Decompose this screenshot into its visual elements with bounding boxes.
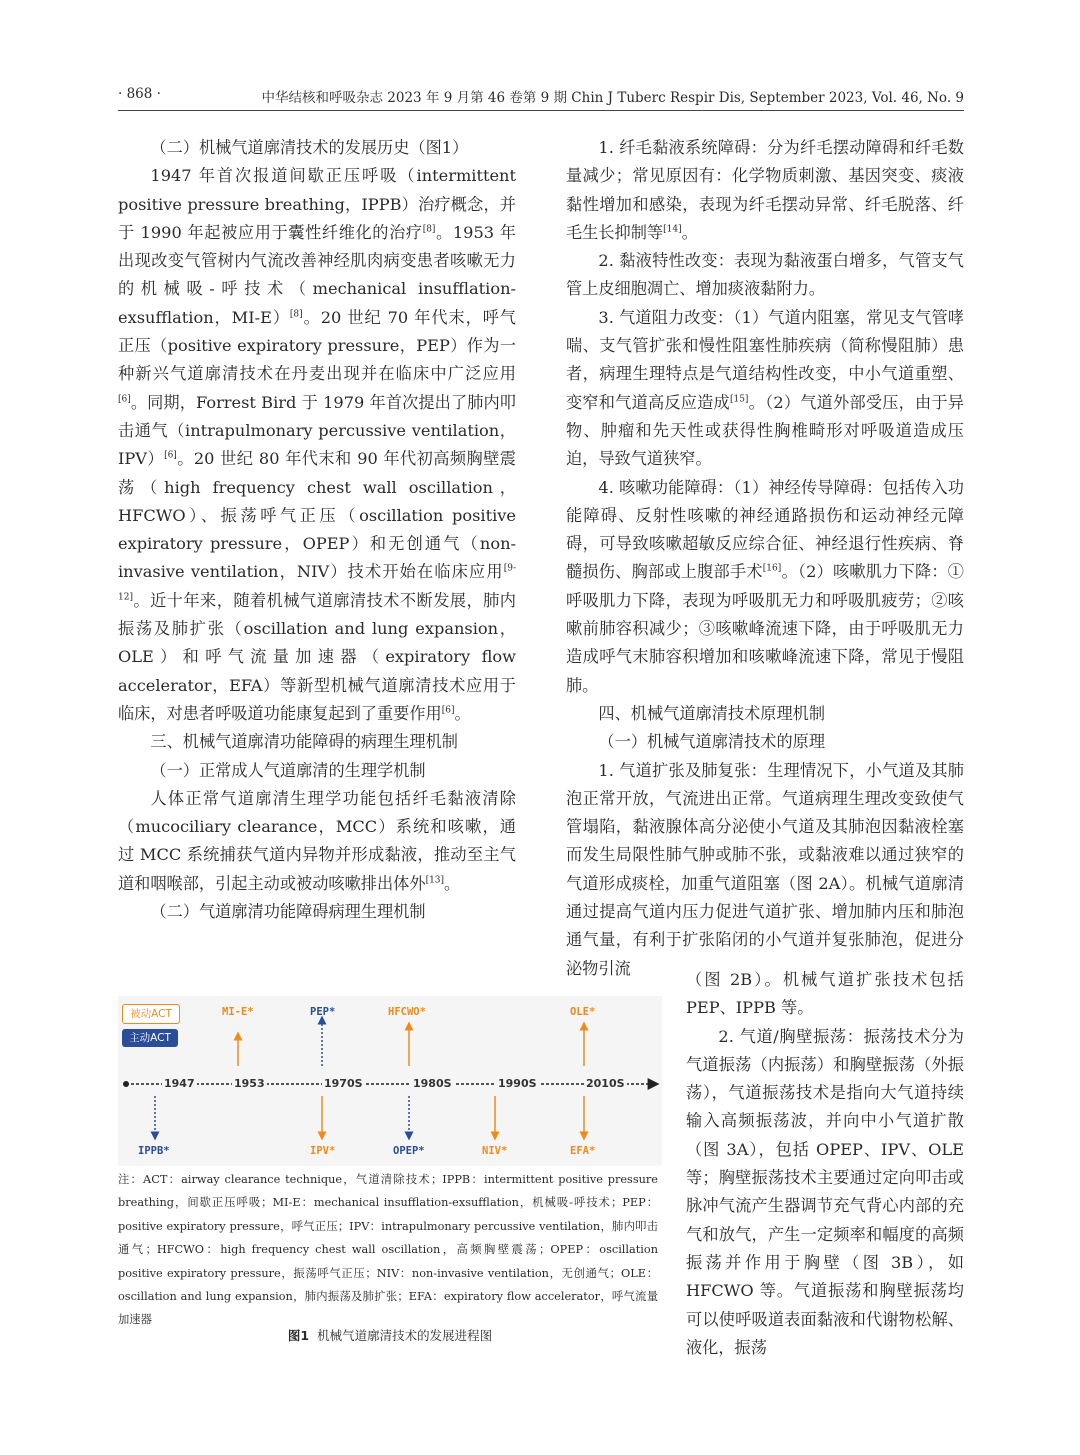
paragraph: 4. 咳嗽功能障碍：（1）神经传导障碍：包括传入功能障碍、反射性咳嗽的神经通路损伤和运动神经元障碍，可导致咳嗽超敏反应综合征、神经退行性疾病、脊髓损伤、胸部或上腹部手术[16]。（2）咳嗽肌力下降：①呼吸肌力下降，表现为呼吸肌无力和呼吸肌疲劳；②咳嗽前肺容积减少；③咳嗽峰流速下降，由于呼吸肌无力造成呼气末肺容积增加和咳嗽峰流速下降，常见于慢阻肺。 — [566, 477, 964, 695]
year-1970s: 1970S — [324, 1077, 363, 1090]
paragraph: 3. 气道阻力改变：（1）气道内阻塞，常见支气管哮喘、支气管扩张和慢性阻塞性肺疾病（简称慢阻肺）患者，病理生理特点是气道结构性改变，中小气道重塑、变窄和气道高反应造成[15]。（2）气道外部受压，由于异物、肿瘤和先天性或获得性胸椎畸形对呼吸道造成压迫，导致气道狭窄。 — [566, 307, 965, 469]
citation[interactable]: [8] — [289, 309, 303, 320]
citation[interactable]: [9-12] — [118, 564, 516, 603]
citation[interactable]: [6] — [118, 394, 131, 405]
page-number: · 868 · — [118, 86, 161, 102]
label-niv: NIV* — [482, 1145, 508, 1157]
section-title: 三、机械气道廓清功能障碍的病理生理机制 — [150, 732, 458, 752]
subsection-title: （一）正常成人气道廓清的生理学机制 — [150, 760, 426, 780]
subsection-title: （一）机械气道廓清技术的原理 — [598, 732, 826, 752]
paragraph-continuation: （图 2B）。机械气道扩张技术包括 PEP、IPPB 等。 — [686, 970, 964, 1018]
year-1947: 1947 — [164, 1077, 195, 1090]
subsection-title: （二）气道廓清功能障碍病理生理机制 — [150, 902, 426, 922]
section-title: （二）机械气道廓清技术的发展历史（图1） — [150, 138, 469, 157]
figure-caption-text: 机械气道廓清技术的发展进程图 — [317, 1328, 493, 1343]
label-ippb: IPPB* — [138, 1145, 170, 1157]
label-pep: PEP* — [310, 1006, 336, 1018]
left-column — [118, 134, 516, 926]
label-ole: OLE* — [570, 1006, 596, 1018]
label-ipv: IPV* — [310, 1145, 336, 1157]
year-2010s: 2010S — [586, 1077, 625, 1090]
year-1953: 1953 — [234, 1077, 265, 1090]
paragraph: 1947 年首次报道间歇正压呼吸（intermittent positive pressure breathing，IPPB）治疗概念，并于 1990 年起被应用于囊性纤维化的治疗[8]。1953 年出现改变气管树内气流改善神经肌肉病变患者咳嗽无力的机械吸-呼技术（mechanical insufflation-exsufflation，MI-E）[8]。20 世纪 70 年代末，呼气正压（positive expiratory pressure，PEP）作为一种新兴气道廓清技术在丹麦出现并在临床中广泛应用[6]。同期，Forrest Bird 于 1979 年首次提出了肺内叩击通气（intrapulmonary percussive ventilation，IPV）[6]。20 世纪 80 年代末和 90 年代初高频胸壁震荡（high frequency chest wall oscillation，HFCWO）、振荡呼气正压（oscillation positive expiratory pressure，OPEP）和无创通气（non-invasive ventilation，NIV）技术开始在临床应用[9-12]。近十年来，随着机械气道廓清技术不断发展，肺内振荡及肺扩张（oscillation and lung expansion，OLE）和呼气流量加速器（expiratory flow accelerator，EFA）等新型机械气道廓清技术应用于临床，对患者呼吸道功能康复起到了重要作用[6]。 — [118, 166, 516, 723]
right-column-continued — [686, 966, 964, 1362]
label-efa: EFA* — [570, 1145, 596, 1157]
year-1990s: 1990S — [498, 1077, 537, 1090]
label-opep: OPEP* — [393, 1145, 425, 1157]
paragraph: 2. 黏液特性改变：表现为黏液蛋白增多，气管支气管上皮细胞凋亡、增加痰液黏附力。 — [566, 251, 964, 299]
citation[interactable]: [6] — [164, 450, 177, 461]
citation[interactable]: [6] — [441, 705, 455, 716]
paragraph: 人体正常气道廓清生理学功能包括纤毛黏液清除（mucociliary clearance，MCC）系统和咳嗽，通过 MCC 系统捕获气道内异物并形成黏液，推动至主气道和咽喉部，引起主动或被动咳嗽排出体外[13]。 — [118, 788, 516, 893]
paragraph: 1. 气道扩张及肺复张：生理情况下，小气道及其肺泡正常开放，气流进出正常。气道病理生理改变致使气管塌陷，黏液腺体高分泌使小气道及其肺泡因黏液栓塞而发生局限性肺气肿或肺不张，或黏液难以通过狭窄的气道形成痰栓，加重气道阻塞（图 2A）。机械气道廓清通过提高气道内压力促进气道扩张、增加肺内压和肺泡通气量，有利于扩张陷闭的小气道并复张肺泡，促进分泌物引流 — [566, 760, 964, 978]
journal-info: 中华结核和呼吸杂志 2023 年 9 月第 46 卷第 9 期 Chin J Tuberc Respir Dis, September 2023, Vol. 46, No. 9 — [261, 90, 964, 106]
legend-passive: 被动ACT — [122, 1004, 180, 1024]
legend-active: 主动ACT — [122, 1029, 178, 1047]
right-column — [566, 134, 964, 983]
figure-note: 注：ACT：airway clearance technique，气道清除技术；IPPB：intermittent positive pressure breathing，间歇正压呼吸；MI-E：mechanical insufflation-exsufflation，机械吸-呼技术；PEP：positive expiratory pressure，呼气正压；IPV：intrapulmonary percussive ventilation，肺内叩击通气；HFCWO：high frequency chest wall oscillation，高频胸壁震荡；OPEP：oscillation positive expiratory pressure，振荡呼气正压；NIV：non-invasive ventilation，无创通气；OLE：oscillation and lung expansion，肺内振荡及肺扩张；EFA：expiratory flow accelerator，呼气流量加速器 — [118, 1173, 658, 1327]
label-mie: MI-E* — [222, 1006, 254, 1018]
figure-number: 图1 — [287, 1328, 310, 1343]
citation[interactable]: [16] — [762, 564, 782, 575]
year-1980s: 1980S — [413, 1077, 452, 1090]
timeline-figure — [118, 996, 662, 1166]
citation[interactable]: [13] — [425, 875, 445, 886]
timeline-start-dot — [123, 1081, 129, 1087]
citation[interactable]: [14] — [663, 224, 682, 235]
section-title: 四、机械气道廓清技术原理机制 — [598, 703, 826, 723]
page-header — [118, 82, 964, 111]
label-hfcwo: HFCWO* — [388, 1006, 426, 1018]
citation[interactable]: [15] — [729, 394, 749, 405]
paragraph: 1. 纤毛黏液系统障碍：分为纤毛摆动障碍和纤毛数量减少；常见原因有：化学物质刺激、基因突变、痰液黏性增加和感染，表现为纤毛摆动异常、纤毛脱落、纤毛生长抑制等[14]。 — [566, 138, 964, 242]
paragraph: 2. 气道/胸壁振荡：振荡技术分为气道振荡（内振荡）和胸壁振荡（外振荡），气道振荡技术是指向大气道持续输入高频振荡波，并向中小气道扩散（图 3A），包括 OPEP、IPV、OLE 等；胸壁振荡技术主要通过定向叩击或脉冲气流产生器调节充气背心内部的充气和放气，产生一定频率和幅度的高频振荡并作用于胸壁（图 3B），如 HFCWO 等。气道振荡和胸壁振荡均可以使呼吸道表面黏液和代谢物松解、液化，振荡 — [686, 1026, 964, 1357]
citation[interactable]: [8] — [422, 224, 436, 235]
figure-caption — [118, 1326, 662, 1344]
timeline-svg — [118, 996, 662, 1166]
